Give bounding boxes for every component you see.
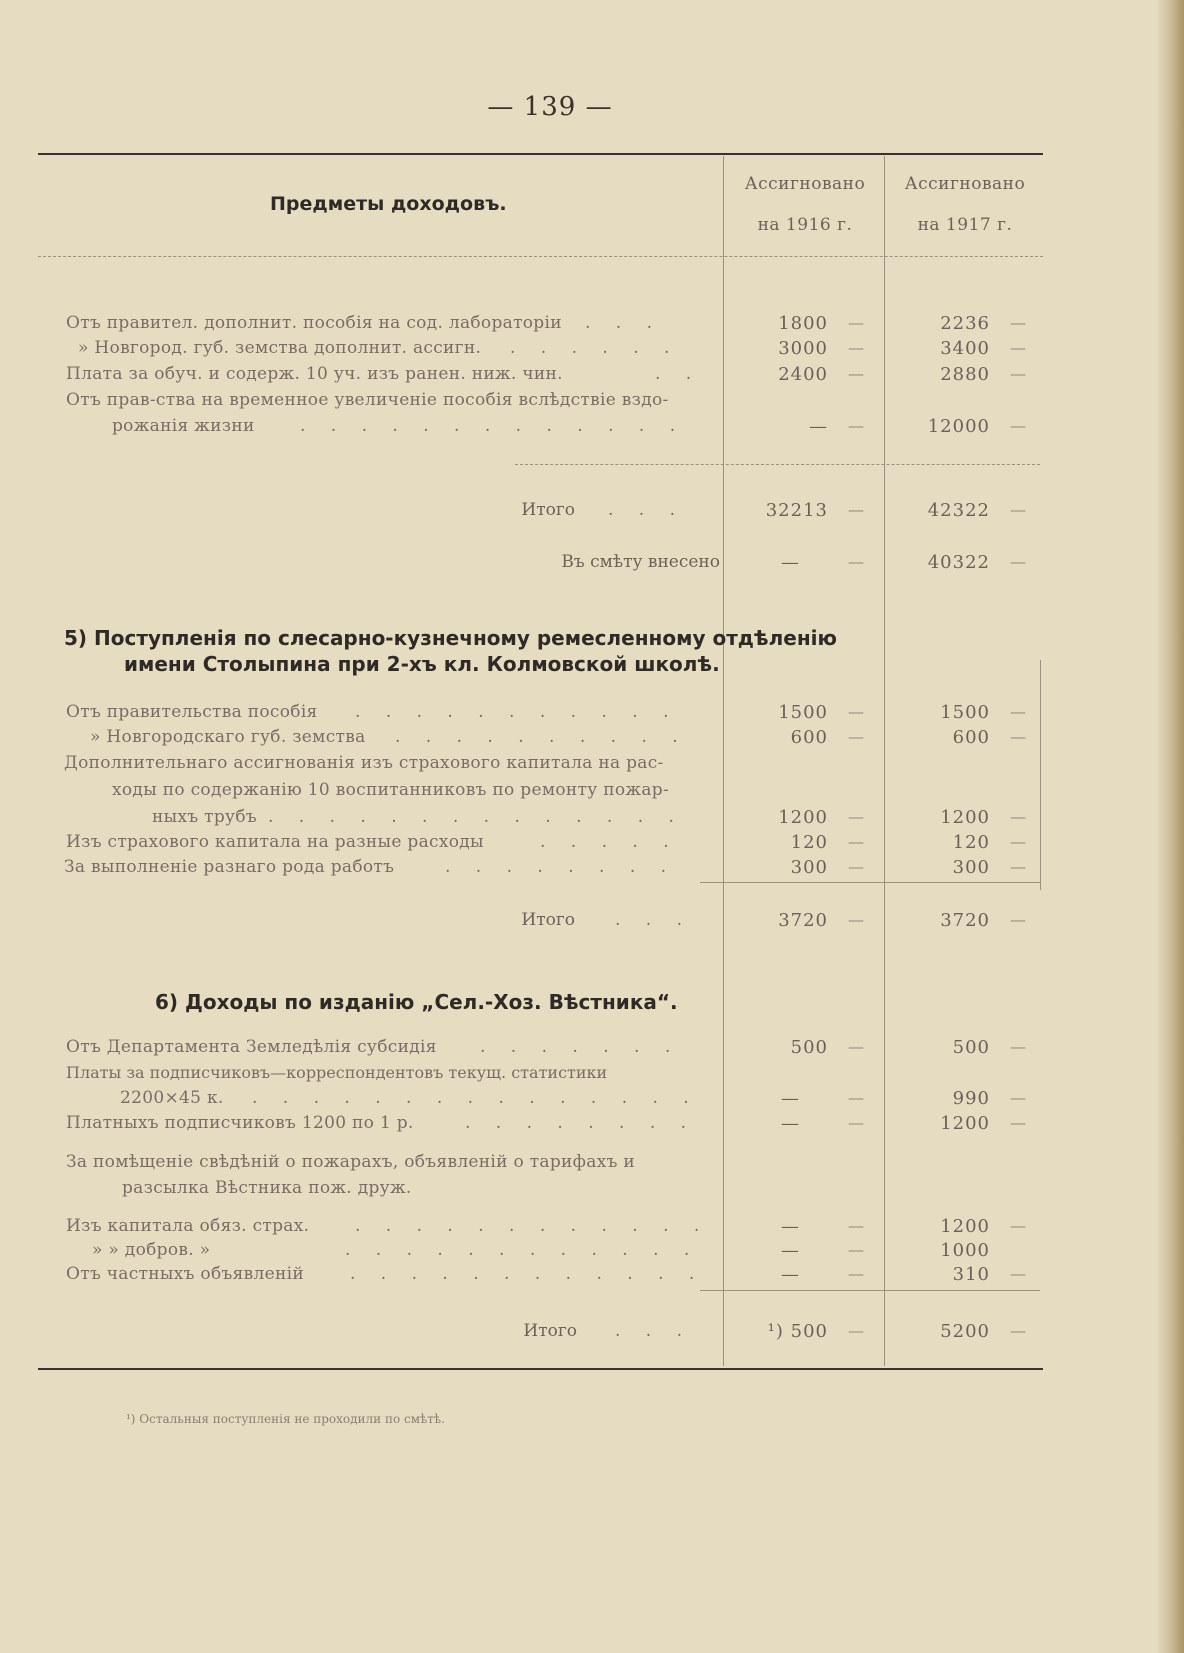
dash: — <box>848 702 864 721</box>
value-1917: 2236 <box>940 313 990 334</box>
value-1917: 1000 <box>940 1240 990 1261</box>
dash: — <box>848 727 864 746</box>
dash: — <box>1010 500 1026 519</box>
total-label: Итого <box>523 1321 577 1341</box>
list-item: Платы за подписчиковъ—корреспондентовъ текущ. статистики <box>66 1063 608 1082</box>
list-item: » Новгород. губ. земства дополнит. ассигн. <box>78 338 482 358</box>
dash: — <box>848 1264 864 1283</box>
dash: — <box>848 1240 864 1259</box>
leader-dots: . . . . . . . . . . . . . . <box>268 807 684 827</box>
total-1916: 3720 <box>778 910 828 931</box>
value-1916: 1500 <box>778 702 828 723</box>
value-1917: 1200 <box>940 807 990 828</box>
value-1916: 300 <box>790 857 828 878</box>
value-1916: — <box>781 1240 800 1261</box>
leader-dots: . . . . . . . <box>480 1037 681 1057</box>
dash: — <box>1010 416 1026 435</box>
total-1917: 3720 <box>940 910 990 931</box>
leader-dots: . . . . . . . . . . . . <box>345 1240 700 1260</box>
value-1917: 3400 <box>940 338 990 359</box>
dash: — <box>848 1037 864 1056</box>
dash: — <box>1010 313 1026 332</box>
dash: — <box>1010 364 1026 383</box>
column-header-1916-line1: Ассигновано <box>744 174 866 194</box>
total-1917: 42322 <box>927 500 990 521</box>
dash: — <box>1010 832 1026 851</box>
column-divider-1916 <box>884 156 885 1366</box>
value-1916: 500 <box>790 1037 828 1058</box>
value-1916: 2400 <box>778 364 828 385</box>
leader-dots: . . . <box>615 1321 693 1341</box>
value-1917: 600 <box>952 727 990 748</box>
dash: — <box>1010 702 1026 721</box>
value-1917: 300 <box>952 857 990 878</box>
dash: — <box>848 857 864 876</box>
list-item: Отъ Департамента Земледѣлія субсидія <box>66 1037 437 1057</box>
value-1917: 990 <box>952 1088 990 1109</box>
list-item: Плата за обуч. и содерж. 10 уч. изъ ранен. ниж. чин. <box>66 364 563 384</box>
section-5-title-line2: имени Столыпина при 2-хъ кл. Колмовской школѣ. <box>124 652 720 676</box>
section-5-title-line1: 5) Поступленія по слесарно-кузнечному ремесленному отдѣленію <box>64 626 837 650</box>
subtotal-separator <box>700 1290 1040 1291</box>
dash: — <box>1010 1216 1026 1235</box>
leader-dots: . . . . . . <box>510 338 680 358</box>
total-1916: 32213 <box>765 500 828 521</box>
leader-dots: . . . . . <box>540 832 679 852</box>
dash: — <box>1010 910 1026 929</box>
list-item: Отъ частныхъ объявленій <box>66 1264 304 1284</box>
dash: — <box>1010 727 1026 746</box>
leader-dots: . . . . . . . . . . <box>395 727 688 747</box>
leader-dots: . . . . . . . . . . . . . <box>300 416 686 436</box>
leader-dots: . . . <box>585 313 663 333</box>
dash: — <box>848 1321 864 1340</box>
value-1916: 1200 <box>778 807 828 828</box>
dash: — <box>848 416 864 435</box>
value-1917: 2880 <box>940 364 990 385</box>
table-bottom-border <box>38 1368 1043 1370</box>
column-header-1917-line2: на 1917 г. <box>917 215 1013 235</box>
dash: — <box>1010 857 1026 876</box>
leader-dots: . . . <box>608 500 686 520</box>
list-item: Отъ правительства пособія <box>66 702 318 722</box>
list-item: » Новгородскаго губ. земства <box>90 727 366 747</box>
leader-dots: . . . . . . . . <box>445 857 677 877</box>
dash: — <box>848 807 864 826</box>
page-number: — 139 — <box>487 92 613 122</box>
leader-dots: . . . . . . . . . . . . <box>355 1216 710 1236</box>
leader-dots: . . . . . . . . . . . . . . . <box>252 1088 699 1108</box>
dash: — <box>848 1216 864 1235</box>
list-item: Изъ страхового капитала на разные расходы <box>66 832 484 852</box>
header-separator <box>38 256 1043 257</box>
dash: — <box>848 313 864 332</box>
list-item: Отъ прав-ства на временное увеличеніе пособія вслѣдствіе вздо- <box>66 390 669 410</box>
value-1917: 500 <box>952 1037 990 1058</box>
entered-label: Въ смѣту внесено <box>561 552 720 572</box>
leader-dots: . . <box>655 364 702 384</box>
entered-1917: 40322 <box>927 552 990 573</box>
dash: — <box>1010 1321 1026 1340</box>
value-1917: 1500 <box>940 702 990 723</box>
dash: — <box>1010 1037 1026 1056</box>
dash: — <box>848 338 864 357</box>
total-1917: 5200 <box>940 1321 990 1342</box>
value-1916: — <box>781 1264 800 1285</box>
value-1916: 3000 <box>778 338 828 359</box>
section-6-title: 6) Доходы по изданію „Сел.-Хоз. Вѣстника“. <box>155 990 678 1014</box>
subtotal-separator <box>700 882 1040 883</box>
list-item: Отъ правител. дополнит. пособія на сод. лабораторіи <box>66 313 562 333</box>
value-1917: 1200 <box>940 1216 990 1237</box>
value-1917: 1200 <box>940 1113 990 1134</box>
dash: — <box>1010 1113 1026 1132</box>
dash: — <box>848 500 864 519</box>
leader-dots: . . . . . . . . . . . . <box>350 1264 705 1284</box>
column-divider-subject <box>723 156 724 1366</box>
page-edge-shadow <box>1156 0 1184 1653</box>
leader-dots: . . . . . . . . . . . <box>355 702 679 722</box>
leader-dots: . . . . . . . . <box>465 1113 697 1133</box>
total-label: Итого <box>521 910 575 930</box>
dash: — <box>848 552 864 571</box>
total-1916: ¹) 500 <box>767 1321 828 1342</box>
table-top-border <box>38 153 1043 155</box>
value-1916: — <box>781 1088 800 1109</box>
dash: — <box>1010 807 1026 826</box>
list-item: За помѣщеніе свѣдѣній о пожарахъ, объявленій о тарифахъ и <box>66 1152 636 1172</box>
column-header-1917-line1: Ассигновано <box>904 174 1026 194</box>
total-label: Итого <box>521 500 575 520</box>
value-1916: 120 <box>790 832 828 853</box>
value-1916: — <box>809 416 828 437</box>
column-header-1916-line2: на 1916 г. <box>757 215 853 235</box>
dash: — <box>1010 552 1026 571</box>
value-1916: — <box>781 1216 800 1237</box>
list-item: За выполненіе разнаго рода работъ <box>64 857 395 877</box>
value-1917: 12000 <box>927 416 990 437</box>
list-item: ныхъ трубъ <box>152 807 258 827</box>
list-item: ходы по содержанію 10 воспитанниковъ по ремонту пожар- <box>112 780 669 800</box>
list-item: рожанія жизни <box>112 416 255 436</box>
value-1916: 600 <box>790 727 828 748</box>
dash: — <box>848 910 864 929</box>
list-item: разсылка Вѣстника пож. друж. <box>122 1178 412 1198</box>
value-1916: — <box>781 1113 800 1134</box>
right-margin-line <box>1040 660 1041 890</box>
list-item: Платныхъ подписчиковъ 1200 по 1 р. <box>66 1113 414 1133</box>
leader-dots: . . . <box>615 910 693 930</box>
dash: — <box>848 364 864 383</box>
footnote: ¹) Остальныя поступленія не проходили по смѣтѣ. <box>126 1412 445 1426</box>
list-item: Изъ капитала обяз. страх. <box>66 1216 310 1236</box>
entered-1916: — <box>781 552 800 573</box>
list-item: » » добров. » <box>92 1240 211 1260</box>
column-header-subject: Предметы доходовъ. <box>270 193 507 215</box>
dash: — <box>1010 1088 1026 1107</box>
value-1916: 1800 <box>778 313 828 334</box>
dash: — <box>1010 338 1026 357</box>
dash: — <box>1010 1264 1026 1283</box>
dash: — <box>848 1088 864 1107</box>
dash: — <box>848 1113 864 1132</box>
dash: — <box>848 832 864 851</box>
subtotal-separator <box>515 464 1040 465</box>
list-item: 2200×45 к. <box>120 1088 224 1108</box>
list-item: Дополнительнаго ассигнованія изъ страхового капитала на рас- <box>64 753 664 773</box>
value-1917: 120 <box>952 832 990 853</box>
value-1917: 310 <box>952 1264 990 1285</box>
